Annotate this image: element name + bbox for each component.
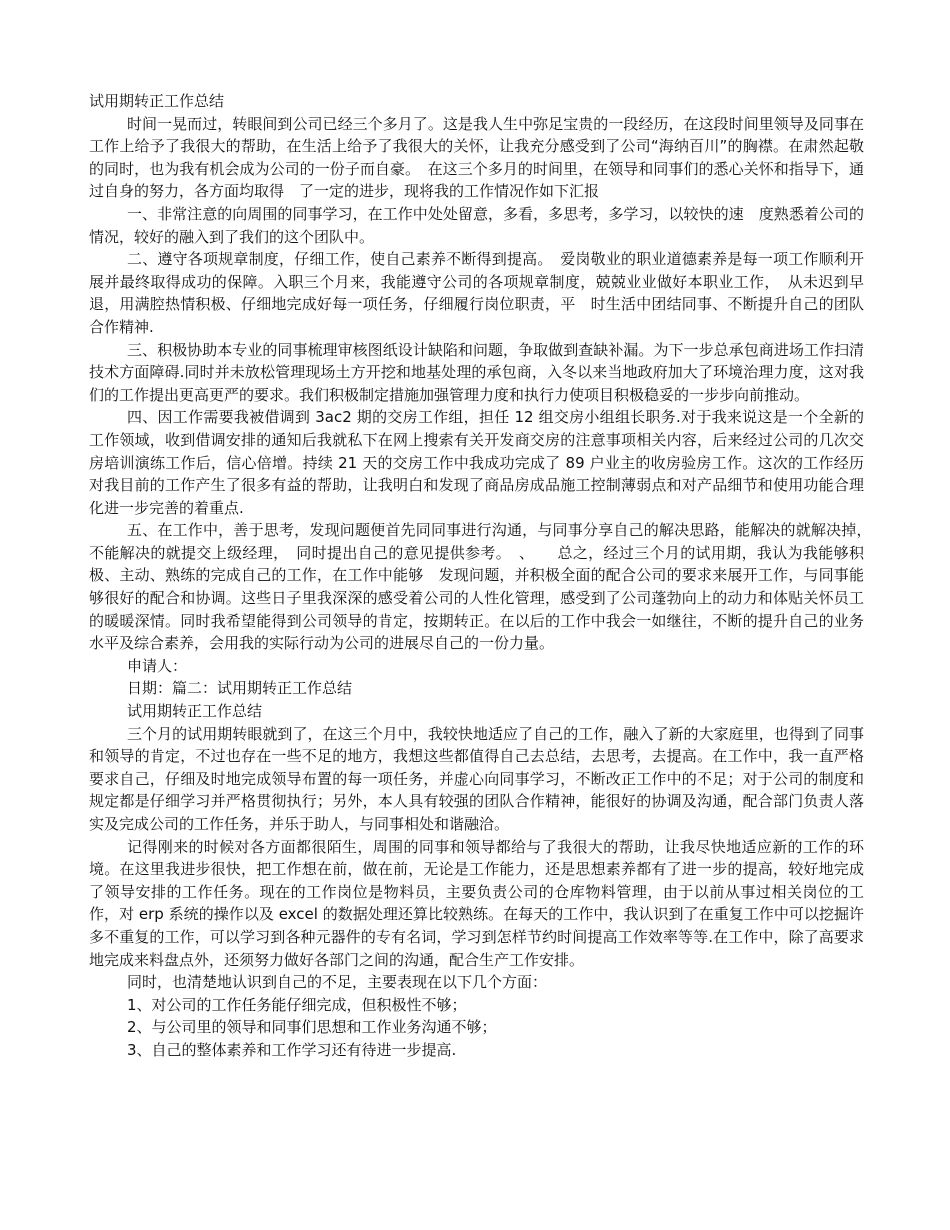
paragraph-second-1: 三个月的试用期转眼就到了，在这三个月中，我较快地适应了自己的工作，融入了新的大家庭里，也得到了同事和领导的肯定，不过也存在一些不足的地方，我想这些都值得自己去总结，去思考，去提高。在工作中，我一直严格要求自己，仔细及时地完成领导布置的每一项任务，并虚心向同事学习，不断改正工作中的不足；对于公司的制度和规定都是仔细学习并严格贯彻执行；另外，本人具有较强的团队合作精神，能很好的协调及沟通，配合部门负责人落实及完成公司的工作任务，并乐于助人，与同事相处和谐融洽。 (89, 724, 864, 833)
list-item: 1、对公司的工作任务能仔细完成，但积极性不够； (127, 995, 467, 1014)
paragraph-point-5: 五、在工作中，善于思考，发现问题便首先同同事进行沟通，与同事分享自己的解决思路，能解决的就解决掉， 不能解决的就提交上级经理， 同时提出自己的意见提供参考。 、 总之，经过三个月的试用期，我认为我能够积极、主动、熟练的完成自己的工作，在工作中能够 发现问题，并积极全面的配合公司的要求来展开工作，与同事能够很好的配合和协调。这些日子里我深深的感受着公司的人性化管理，感受到了公司蓬勃向上的动力和体贴关怀员工的暖暖深情。同时我希望能得到公司领导的肯定，按期转正。在以后的工作中我会一如继往，不断的提升自己的业务水平及综合素养，会用我的实际行动为公司的进展尽自己的一份力量。 (89, 521, 880, 653)
document-title: 试用期转正工作总结 (89, 92, 225, 110)
applicant-label: 申请人： (127, 656, 188, 675)
paragraph-point-4: 四、因工作需要我被借调到 3ac2 期的交房工作组，担任 12 组交房小组组长职务.对于我来说这是一个全新的工作领域，收到借调安排的通知后我就私下在网上搜索有关开发商交房的注意事项相关内容，后来经过公司的几次交房培训演练工作后，信心倍增。持续 21 天的交房工作中我成功完成了 89 户业主的收房验房工作。这次的工作经历对我目前的工作产生了很多有益的帮助，让我明白和发现了商品房成品施工控制薄弱点和对产品细节和使用功能合理化进一步完善的着重点. (89, 408, 864, 517)
paragraph-second-3: 同时，也清楚地认识到自己的不足，主要表现在以下几个方面： (127, 973, 548, 992)
list-item: 3、自己的整体素养和工作学习还有待进一步提高. (127, 1040, 457, 1059)
paragraph-second-2: 记得刚来的时候对各方面都很陌生，周围的同事和领导都给与了我很大的帮助，让我尽快地适应新的工作的环境。在这里我进步很快，把工作想在前，做在前，无论是工作能力，还是思想素养都有了进一步的提高，较好地完成了领导安排的工作任务。现在的工作岗位是物料员，主要负责公司的仓库物料管理，由于以前从事过相关岗位的工作，对 erp 系统的操作以及 excel 的数据处理还算比较熟练。在每天的工作中，我认识到了在重复工作中可以挖掘许多不重复的工作，可以学习到各种元器件的专有名词，学习到怎样节约时间提高工作效率等等.在工作中，除了高要求地完成来料盘点外，还须努力做好各部门之间的沟通，配合生产工作安排。 (89, 837, 864, 969)
date-line: 日期：篇二：试用期转正工作总结 (127, 679, 353, 698)
document-page (89, 90, 880, 1062)
paragraph-point-1: 一、非常注意的向周围的同事学习，在工作中处处留意，多看，多思考，多学习，以较快的速 度熟悉着公司的情况，较好的融入到了我们的这个团队中。 (89, 204, 864, 246)
paragraph-intro: 时间一晃而过，转眼间到公司已经三个多月了。这是我人生中弥足宝贵的一段经历，在这段时间里领导及同事在工作上给予了我很大的帮助，在生活上给予了我很大的关怀，让我充分感受到了公司“海纳百川”的胸襟。在肃然起敬的同时，也为我有机会成为公司的一份子而自豪。 在这三个多月的时间里，在领导和同事们的悉心关怀和指导下，通过自身的努力，各方面均取得 了一定的进步，现将我的工作情况作如下汇报 (89, 114, 864, 201)
list-item: 2、与公司里的领导和同事们思想和工作业务沟通不够； (127, 1018, 497, 1037)
second-title: 试用期转正工作总结 (127, 702, 263, 721)
paragraph-point-2: 二、遵守各项规章制度，仔细工作，使自己素养不断得到提高。 爱岗敬业的职业道德素养是每一项工作顺利开展并最终取得成功的保障。入职三个月来，我能遵守公司的各项规章制度，兢兢业业做好本职业工作， 从未迟到早退，用满腔热情积极、仔细地完成好每一项任务，仔细履行岗位职责，平 时生活中团结同事、不断提升自己的团队合作精神. (89, 250, 864, 336)
paragraph-point-3: 三、积极协助本专业的同事梳理审核图纸设计缺陷和问题，争取做到查缺补漏。为下一步总承包商进场工作扫清技术方面障碍.同时并未放松管理现场土方开挖和地基处理的承包商，入冬以来当地政府加大了环境治理力度，这对我们的工作提出更高更严的要求。我们积极制定措施加强管理力度和执行力使项目积极稳妥的一步步向前推动。 (89, 340, 864, 404)
